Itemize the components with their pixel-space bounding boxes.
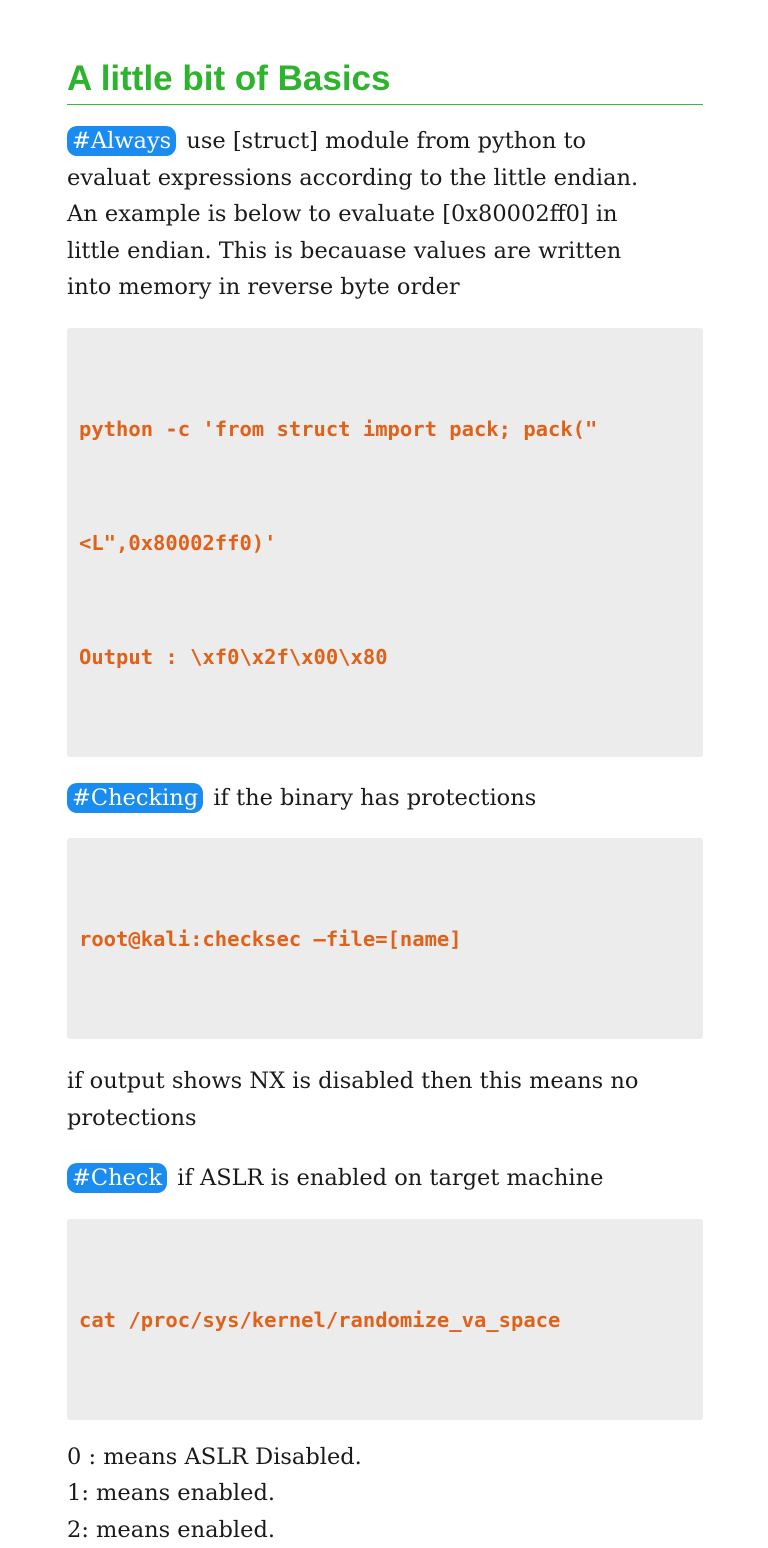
code-block-python[interactable] (67, 328, 703, 757)
section-aslr-values (67, 1439, 703, 1548)
code-line: <L",0x80002ff0)' (79, 524, 691, 562)
document-page (67, 56, 703, 1548)
hashtag-always[interactable]: #Always (67, 126, 176, 156)
code-block-checksec[interactable] (67, 838, 703, 1039)
section-check (67, 1160, 703, 1420)
list-item: 1: means enabled. (67, 1480, 275, 1506)
list-item: 0 : means ASLR Disabled. (67, 1444, 362, 1470)
checking-paragraph (67, 780, 703, 817)
code-block-aslr[interactable] (67, 1219, 703, 1420)
paragraph-line: An example is below to evaluate [0x80002ff0] in (67, 201, 618, 227)
paragraph-line: if the binary has protections (213, 785, 536, 811)
aslr-values-list (67, 1439, 703, 1548)
code-line: python -c 'from struct import pack; pack(" (79, 410, 691, 448)
section-checking (67, 780, 703, 1040)
paragraph-line: use [struct] module from python to (186, 128, 586, 154)
hashtag-check[interactable]: #Check (67, 1163, 167, 1193)
section-always (67, 123, 703, 757)
section-nx (67, 1063, 703, 1136)
nx-paragraph (67, 1063, 703, 1136)
paragraph-line: if output shows NX is disabled then this means no (67, 1068, 638, 1094)
page-title: A little bit of Basics (67, 56, 703, 105)
check-paragraph (67, 1160, 703, 1197)
list-item: 2: means enabled. (67, 1517, 275, 1543)
paragraph-line: evaluat expressions according to the little endian. (67, 165, 638, 191)
paragraph-line: little endian. This is becauase values are written (67, 238, 621, 264)
paragraph-line: into memory in reverse byte order (67, 274, 460, 300)
paragraph-line: protections (67, 1105, 197, 1131)
always-paragraph (67, 123, 703, 306)
code-line: cat /proc/sys/kernel/randomize_va_space (79, 1301, 691, 1339)
code-line: root@kali:checksec –file=[name] (79, 920, 691, 958)
paragraph-line: if ASLR is enabled on target machine (177, 1165, 603, 1191)
hashtag-checking[interactable]: #Checking (67, 783, 203, 813)
code-line: Output : \xf0\x2f\x00\x80 (79, 638, 691, 676)
